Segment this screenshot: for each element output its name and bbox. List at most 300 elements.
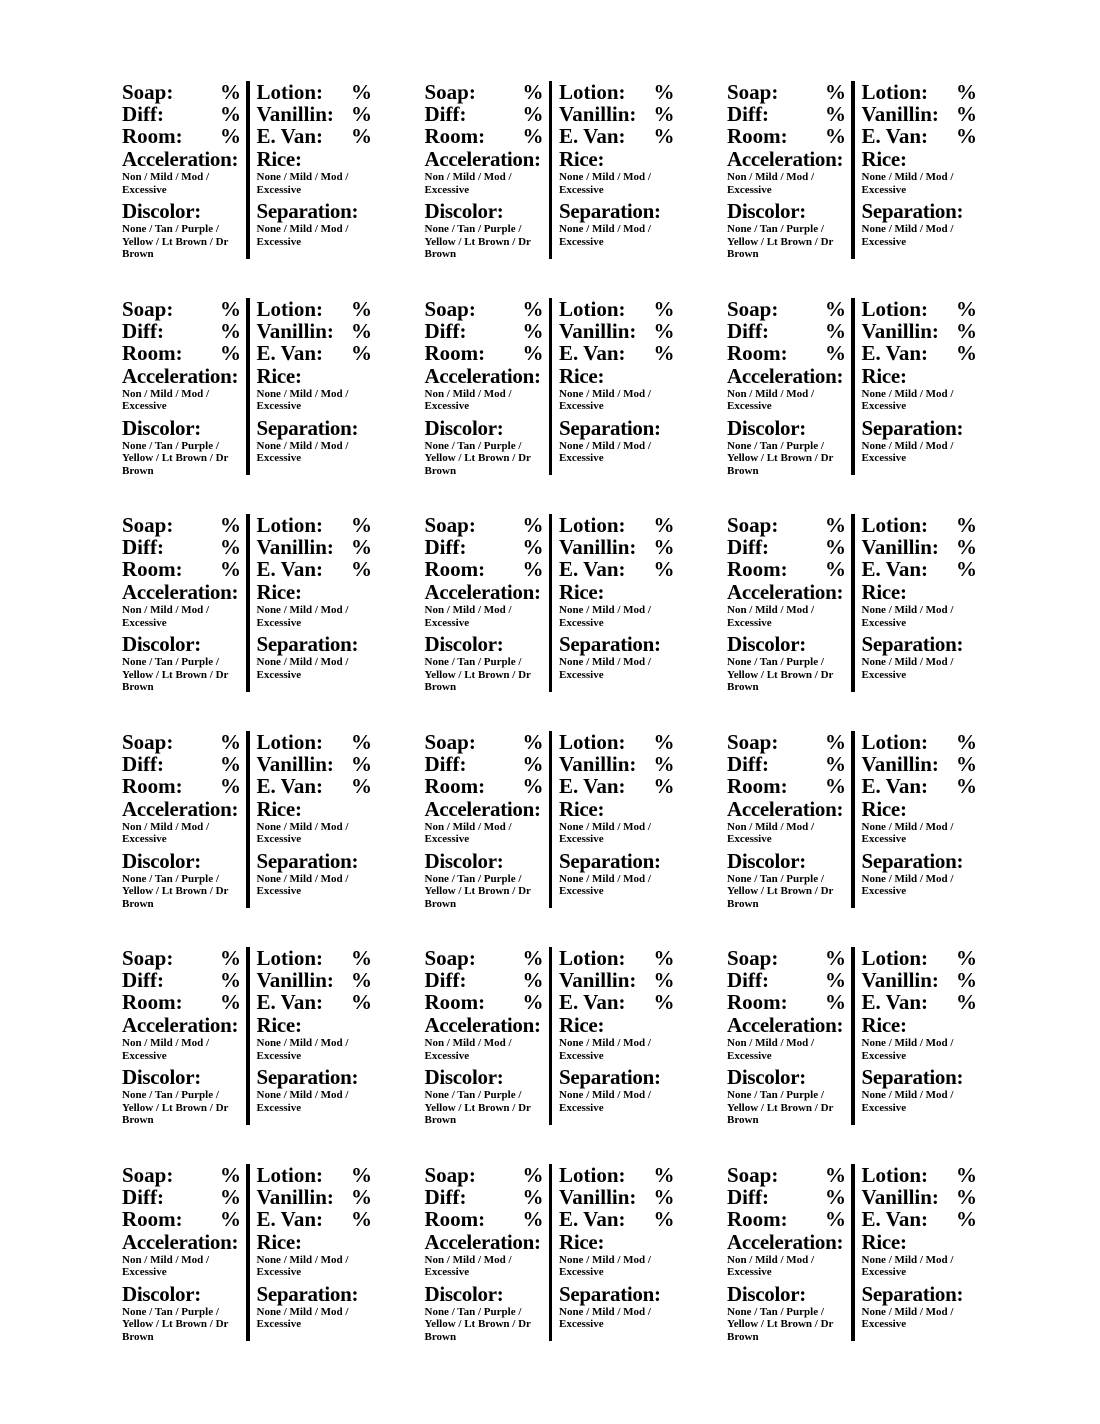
separation-options: None / Mild / Mod / Excessive [861,656,954,681]
rice-heading: Rice: [559,1013,605,1037]
label-card [425,514,675,692]
evan-label: E. Van: [559,990,626,1014]
separation-heading: Separation: [256,1281,359,1306]
stat-row-diff [727,320,846,342]
soap-percent-value: % [825,296,846,321]
acceleration-heading: Acceleration: [727,796,844,821]
label-left-column [727,1164,851,1342]
acceleration-options: Non / Mild / Mod / Excessive [727,820,815,845]
label-card [425,731,675,909]
discolor-heading: Discolor: [727,632,806,656]
stat-row-vanillin [559,753,675,775]
rice-heading: Rice: [559,363,605,388]
acceleration-options: Non / Mild / Mod / Excessive [122,1253,210,1278]
rice-options: None / Mild / Mod / Excessive [861,604,954,629]
diff-percent-value: % [825,1184,846,1209]
label-card [425,81,675,259]
stat-row-evan [559,991,675,1013]
evan-label: E. Van: [559,340,626,365]
separation-options: None / Mild / Mod / Excessive [256,439,349,464]
evan-percent-value: % [653,340,675,365]
discolor-heading: Discolor: [424,1281,504,1306]
label-left-column [425,1164,549,1342]
vanillin-label: Vanillin: [861,102,939,126]
discolor-options: None / Tan / Purple / Yellow / Lt Brown / Dr Brown [424,1089,531,1126]
diff-percent-value: % [825,535,846,559]
diff-percent-value: % [522,535,544,559]
stat-row-room [122,1208,241,1230]
discolor-heading: Discolor: [424,848,504,873]
soap-label: Soap: [122,729,174,754]
diff-label: Diff: [424,1184,467,1209]
separation-options: None / Mild / Mod / Excessive [861,439,954,464]
evan-label: E. Van: [861,990,929,1014]
acceleration-options: Non / Mild / Mod / Excessive [122,1037,210,1062]
lotion-label: Lotion: [256,80,324,104]
stat-row-soap [425,298,544,320]
stat-row-vanillin [862,103,978,125]
stat-row-soap [727,947,846,969]
label-card [425,1164,675,1342]
lotion-percent-value: % [653,513,675,537]
room-label: Room: [122,990,183,1014]
rice-heading: Rice: [861,363,907,388]
rice-heading: Rice: [256,796,302,821]
vanillin-label: Vanillin: [559,535,637,559]
label-left-column [122,731,246,909]
separation-options: None / Mild / Mod / Excessive [559,656,651,681]
room-percent-value: % [220,990,241,1014]
acceleration-options: Non / Mild / Mod / Excessive [424,820,512,845]
soap-percent-value: % [522,946,544,970]
evan-percent-value: % [653,1206,675,1231]
discolor-heading: Discolor: [122,199,201,223]
acceleration-heading: Acceleration: [727,1229,844,1254]
stat-row-diff [425,753,544,775]
vanillin-percent-value: % [956,968,977,992]
diff-percent-value: % [522,751,544,776]
evan-label: E. Van: [861,340,929,365]
room-percent-value: % [522,990,544,1014]
diff-percent-value: % [220,751,241,776]
lotion-label: Lotion: [256,729,324,754]
discolor-options: None / Tan / Purple / Yellow / Lt Brown / Dr Brown [424,223,531,260]
rice-heading: Rice: [861,580,907,604]
rice-heading: Rice: [559,147,605,171]
stat-row-diff [425,103,544,125]
label-card [727,298,977,476]
diff-label: Diff: [727,102,769,126]
stat-row-evan [559,1208,675,1230]
diff-label: Diff: [424,535,467,559]
lotion-percent-value: % [653,1162,675,1187]
separation-heading: Separation: [559,415,661,440]
separation-options: None / Mild / Mod / Excessive [559,1305,651,1330]
label-right-column [855,1164,978,1342]
rice-heading: Rice: [256,363,302,388]
room-label: Room: [424,1206,486,1231]
evan-percent-value: % [653,990,675,1014]
soap-percent-value: % [220,80,241,104]
label-left-column [425,298,549,476]
stat-row-vanillin [862,1186,978,1208]
stat-row-diff [727,103,846,125]
evan-label: E. Van: [256,1206,324,1231]
evan-label: E. Van: [861,124,929,148]
label-left-column [727,298,851,476]
lotion-percent-value: % [956,513,977,537]
stat-row-evan [862,775,978,797]
label-card [122,947,372,1125]
soap-label: Soap: [424,946,476,970]
rice-options: None / Mild / Mod / Excessive [256,1037,349,1062]
label-right-column [552,514,675,692]
acceleration-heading: Acceleration: [727,1013,844,1037]
soap-percent-value: % [825,513,846,537]
label-left-column [122,298,246,476]
label-right-column [250,731,373,909]
diff-label: Diff: [122,968,164,992]
rice-options: None / Mild / Mod / Excessive [559,1253,651,1278]
label-card [425,947,675,1125]
vanillin-percent-value: % [956,1184,977,1209]
acceleration-options: Non / Mild / Mod / Excessive [727,604,815,629]
stat-row-lotion [862,81,978,103]
separation-heading: Separation: [861,632,964,656]
stat-row-soap [122,514,241,536]
label-left-column [727,731,851,909]
rice-options: None / Mild / Mod / Excessive [256,1253,349,1278]
separation-options: None / Mild / Mod / Excessive [861,1089,954,1114]
stat-row-soap [122,947,241,969]
stat-row-lotion [257,81,373,103]
lotion-label: Lotion: [559,1162,626,1187]
diff-label: Diff: [424,751,467,776]
separation-heading: Separation: [861,199,964,223]
stat-row-room [122,342,241,364]
label-left-column [727,81,851,259]
lotion-percent-value: % [653,946,675,970]
stat-row-room [727,991,846,1013]
evan-percent-value: % [351,1206,372,1231]
room-percent-value: % [522,124,544,148]
soap-label: Soap: [122,80,174,104]
evan-label: E. Van: [861,557,929,581]
separation-heading: Separation: [559,199,661,223]
stat-row-soap [425,1164,544,1186]
stat-row-evan [559,775,675,797]
diff-label: Diff: [424,102,467,126]
rice-options: None / Mild / Mod / Excessive [559,604,651,629]
evan-label: E. Van: [256,990,324,1014]
stat-row-evan [257,125,373,147]
rice-heading: Rice: [559,796,605,821]
label-left-column [122,514,246,692]
diff-label: Diff: [122,102,164,126]
lotion-label: Lotion: [559,946,626,970]
stat-row-diff [727,969,846,991]
label-card [425,298,675,476]
soap-percent-value: % [825,80,846,104]
separation-options: None / Mild / Mod / Excessive [559,439,651,464]
stat-row-diff [727,536,846,558]
diff-label: Diff: [727,318,769,343]
stat-row-evan [257,342,373,364]
evan-percent-value: % [351,773,372,798]
lotion-percent-value: % [351,296,372,321]
lotion-percent-value: % [351,80,372,104]
stat-row-lotion [559,947,675,969]
acceleration-options: Non / Mild / Mod / Excessive [727,171,815,196]
acceleration-options: Non / Mild / Mod / Excessive [727,387,815,412]
room-percent-value: % [522,557,544,581]
discolor-heading: Discolor: [424,1065,504,1089]
lotion-percent-value: % [351,1162,372,1187]
soap-percent-value: % [522,296,544,321]
acceleration-heading: Acceleration: [727,363,844,388]
discolor-options: None / Tan / Purple / Yellow / Lt Brown / Dr Brown [424,439,531,477]
evan-label: E. Van: [256,340,324,365]
room-percent-value: % [825,124,846,148]
acceleration-options: Non / Mild / Mod / Excessive [424,387,512,412]
lotion-label: Lotion: [559,80,626,104]
label-card [122,514,372,692]
stat-row-vanillin [257,536,373,558]
soap-percent-value: % [220,1162,241,1187]
discolor-heading: Discolor: [727,1281,806,1306]
label-left-column [425,947,549,1125]
evan-percent-value: % [956,340,977,365]
stat-row-room [425,342,544,364]
vanillin-label: Vanillin: [861,318,939,343]
evan-percent-value: % [653,124,675,148]
soap-label: Soap: [727,296,779,321]
lotion-label: Lotion: [861,80,929,104]
label-right-column [250,947,373,1125]
stat-row-evan [862,125,978,147]
stat-row-evan [257,991,373,1013]
vanillin-label: Vanillin: [559,318,637,343]
stat-row-diff [122,103,241,125]
rice-options: None / Mild / Mod / Excessive [256,171,349,196]
stat-row-diff [122,320,241,342]
vanillin-label: Vanillin: [256,751,334,776]
label-card [727,514,977,692]
vanillin-label: Vanillin: [256,968,334,992]
rice-options: None / Mild / Mod / Excessive [559,1037,651,1062]
room-label: Room: [122,773,183,798]
rice-options: None / Mild / Mod / Excessive [861,171,954,196]
evan-percent-value: % [351,557,372,581]
label-card [727,1164,977,1342]
stat-row-vanillin [257,969,373,991]
diff-label: Diff: [122,535,164,559]
room-label: Room: [727,124,788,148]
label-card [727,731,977,909]
separation-options: None / Mild / Mod / Excessive [861,1305,954,1330]
rice-heading: Rice: [256,147,302,171]
stat-row-evan [862,342,978,364]
stat-row-evan [559,125,675,147]
stat-row-room [122,125,241,147]
room-label: Room: [424,340,486,365]
evan-percent-value: % [956,773,977,798]
separation-options: None / Mild / Mod / Excessive [559,223,651,248]
lotion-percent-value: % [653,296,675,321]
lotion-percent-value: % [653,80,675,104]
acceleration-heading: Acceleration: [424,147,541,171]
stat-row-soap [425,81,544,103]
stat-row-soap [425,947,544,969]
stat-row-vanillin [559,103,675,125]
acceleration-options: Non / Mild / Mod / Excessive [122,604,210,629]
room-label: Room: [424,557,486,581]
stat-row-room [727,775,846,797]
stat-row-soap [122,1164,241,1186]
soap-percent-value: % [220,296,241,321]
acceleration-options: Non / Mild / Mod / Excessive [122,171,210,196]
separation-options: None / Mild / Mod / Excessive [861,872,954,897]
stat-row-lotion [257,947,373,969]
rice-options: None / Mild / Mod / Excessive [559,820,651,845]
evan-percent-value: % [653,557,675,581]
stat-row-soap [727,298,846,320]
separation-options: None / Mild / Mod / Excessive [559,872,651,897]
label-right-column [855,731,978,909]
label-right-column [855,298,978,476]
vanillin-label: Vanillin: [861,535,939,559]
stat-row-vanillin [559,320,675,342]
room-label: Room: [122,1206,183,1231]
label-right-column [250,298,373,476]
vanillin-percent-value: % [653,102,675,126]
acceleration-options: Non / Mild / Mod / Excessive [727,1037,815,1062]
separation-heading: Separation: [861,1065,964,1089]
diff-label: Diff: [727,968,769,992]
vanillin-label: Vanillin: [256,102,334,126]
diff-label: Diff: [727,535,769,559]
stat-row-vanillin [559,969,675,991]
discolor-options: None / Tan / Purple / Yellow / Lt Brown / Dr Brown [424,1305,531,1343]
label-card [122,298,372,476]
stat-row-vanillin [257,320,373,342]
stat-row-room [425,775,544,797]
discolor-options: None / Tan / Purple / Yellow / Lt Brown / Dr Brown [122,656,229,693]
discolor-options: None / Tan / Purple / Yellow / Lt Brown / Dr Brown [122,223,229,260]
rice-options: None / Mild / Mod / Excessive [256,820,349,845]
label-right-column [855,514,978,692]
label-card [122,81,372,259]
evan-label: E. Van: [559,773,626,798]
rice-heading: Rice: [559,1229,605,1254]
diff-percent-value: % [220,535,241,559]
acceleration-heading: Acceleration: [424,1013,541,1037]
label-card [122,1164,372,1342]
stat-row-evan [559,342,675,364]
separation-heading: Separation: [559,1281,661,1306]
stat-row-soap [122,81,241,103]
soap-label: Soap: [424,513,476,537]
room-label: Room: [424,124,486,148]
stat-row-soap [727,731,846,753]
lotion-label: Lotion: [861,513,929,537]
discolor-options: None / Tan / Purple / Yellow / Lt Brown / Dr Brown [424,656,531,693]
evan-label: E. Van: [559,1206,626,1231]
stat-row-evan [862,558,978,580]
vanillin-label: Vanillin: [256,535,334,559]
separation-heading: Separation: [256,199,359,223]
acceleration-heading: Acceleration: [122,1013,239,1037]
discolor-options: None / Tan / Purple / Yellow / Lt Brown / Dr Brown [122,872,229,910]
room-label: Room: [727,773,788,798]
lotion-percent-value: % [956,80,977,104]
lotion-label: Lotion: [256,946,324,970]
diff-label: Diff: [424,318,467,343]
label-left-column [425,731,549,909]
room-percent-value: % [522,340,544,365]
acceleration-options: Non / Mild / Mod / Excessive [424,1253,512,1278]
diff-label: Diff: [122,318,164,343]
lotion-percent-value: % [351,513,372,537]
room-label: Room: [122,124,183,148]
stat-row-lotion [257,1164,373,1186]
acceleration-heading: Acceleration: [122,1229,239,1254]
evan-percent-value: % [351,990,372,1014]
room-percent-value: % [825,773,846,798]
label-right-column [855,947,978,1125]
separation-heading: Separation: [256,848,359,873]
lotion-label: Lotion: [559,729,626,754]
room-percent-value: % [220,340,241,365]
acceleration-heading: Acceleration: [122,147,239,171]
discolor-heading: Discolor: [424,415,504,440]
soap-percent-value: % [522,1162,544,1187]
stat-row-vanillin [257,1186,373,1208]
label-right-column [250,514,373,692]
room-label: Room: [122,340,183,365]
stat-row-room [425,558,544,580]
lotion-percent-value: % [956,729,977,754]
diff-percent-value: % [825,318,846,343]
stat-row-soap [122,298,241,320]
label-left-column [425,514,549,692]
diff-percent-value: % [220,1184,241,1209]
stat-row-lotion [862,731,978,753]
discolor-options: None / Tan / Purple / Yellow / Lt Brown / Dr Brown [424,872,531,910]
stat-row-room [122,991,241,1013]
separation-options: None / Mild / Mod / Excessive [256,1089,349,1114]
diff-percent-value: % [825,102,846,126]
discolor-options: None / Tan / Purple / Yellow / Lt Brown / Dr Brown [727,872,834,910]
label-left-column [425,81,549,259]
diff-label: Diff: [424,968,467,992]
label-right-column [552,81,675,259]
room-label: Room: [727,340,788,365]
lotion-percent-value: % [351,946,372,970]
stat-row-diff [425,969,544,991]
discolor-options: None / Tan / Purple / Yellow / Lt Brown / Dr Brown [727,223,834,260]
vanillin-percent-value: % [351,968,372,992]
lotion-percent-value: % [351,729,372,754]
label-left-column [122,1164,246,1342]
diff-percent-value: % [522,102,544,126]
discolor-heading: Discolor: [122,1065,201,1089]
separation-heading: Separation: [861,415,964,440]
room-percent-value: % [220,1206,241,1231]
stat-row-lotion [257,514,373,536]
separation-options: None / Mild / Mod / Excessive [256,223,349,248]
evan-percent-value: % [956,990,977,1014]
